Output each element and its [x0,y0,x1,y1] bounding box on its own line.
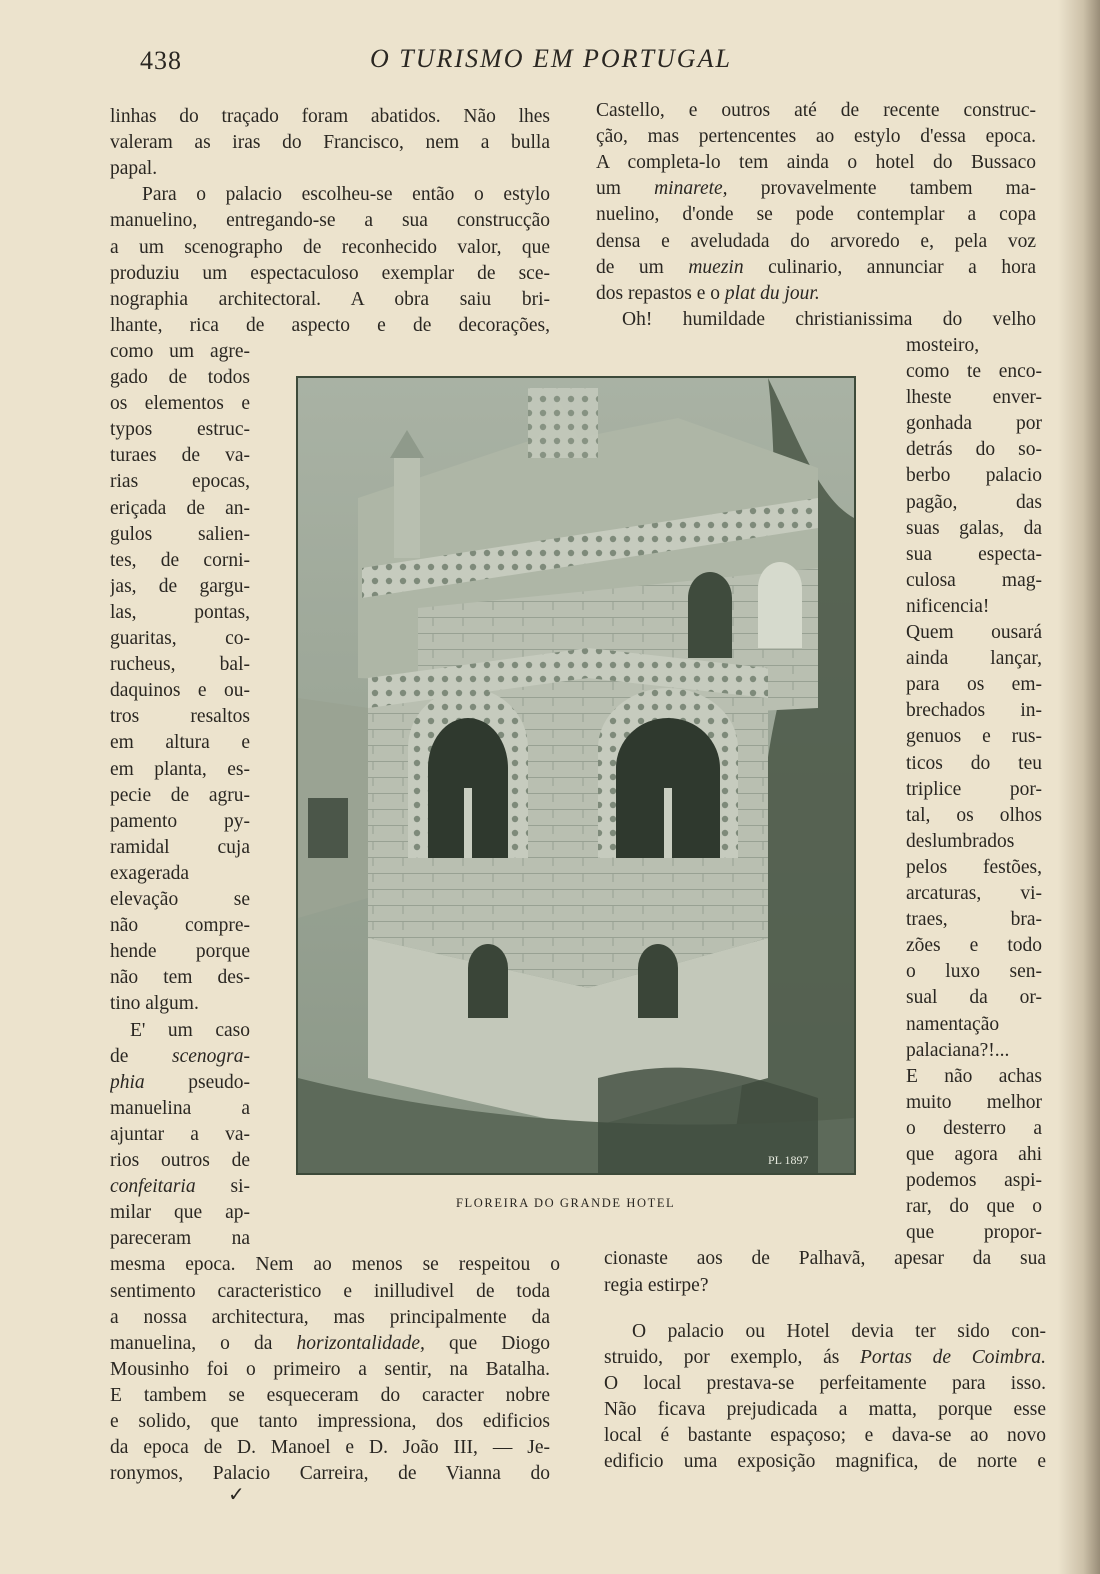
text-line: namentação [906,1013,1000,1035]
page-spine-shadow [1058,0,1100,1574]
text-line: gulos salien- [110,523,250,545]
text-line: Oh! humildade christianissima do velho [622,308,1036,330]
text-line: Mousinho foi o primeiro a sentir, na Batalha. [110,1358,550,1380]
text-line: phia pseudo- [110,1071,250,1093]
text-line: manuelina, o da horizontalidade, que Diogo [110,1332,550,1354]
text-line: regia estirpe? [604,1274,709,1296]
text-line: gado de todos [110,367,250,388]
text-line: dos repastos e o plat du jour. [596,282,820,304]
text-line: lheste enver- [906,387,1042,409]
text-line: nificencia! [906,595,990,617]
text-line: ramidal cuja [110,836,250,858]
text-line: rias epocas, [110,471,250,493]
text-line: mosteiro, [906,334,980,356]
text-line: lhante, rica de aspecto e de decorações, [110,314,550,336]
text-line: confeitaria si- [110,1176,250,1198]
text-line: produziu um espectaculoso exemplar de sce- [110,262,550,284]
text-line: densa e aveludada do arvoredo e, pela voz [596,230,1036,252]
text-line: não compre- [110,915,250,937]
text-line: Quem ousará [906,622,1042,643]
text-line: gonhada por [906,413,1042,435]
text-line: jas, de gargu- [110,575,250,597]
text-line: O local prestava-se perfeitamente para isso. [604,1372,1046,1394]
text-line: em planta, es- [110,758,250,780]
text-line: daquinos e ou- [110,680,250,702]
page-number: 438 [140,46,182,75]
text-line: ção, mas pertencentes ao estylo d'essa epoca. [596,126,1036,148]
text-line: sual da or- [906,987,1042,1009]
text-line: zões e todo [906,935,1042,957]
text-line: culosa mag- [906,569,1042,591]
text-line: elevação se [110,889,250,910]
text-line: exagerada [110,862,190,884]
text-line: rar, do que o [906,1196,1042,1218]
running-head-title: O TURISMO EM PORTUGAL [370,44,732,73]
text-line: las, pontas, [110,601,250,623]
text-line: triplice por- [906,778,1042,800]
text-line: muito melhor [906,1091,1042,1113]
text-line: sua especta- [906,543,1042,565]
text-line: e solido, que tanto impressiona, dos edificios [110,1411,550,1432]
text-line: de um muezin culinario, annunciar a hora [596,256,1036,278]
text-line: que propor- [906,1222,1042,1244]
text-line: brechados in- [906,700,1042,722]
text-line: rucheus, bal- [110,654,250,676]
text-line: para os em- [906,674,1042,696]
text-line: suas galas, da [906,517,1042,539]
text-line: ronymos, Palacio Carreira, de Vianna do [110,1463,550,1485]
text-line: o luxo sen- [906,961,1042,983]
text-line: podemos aspi- [906,1170,1042,1192]
text-line: Castello, e outros até de recente construc- [596,100,1036,121]
text-line: ticos do teu [906,752,1042,774]
text-line: rios outros de [110,1150,250,1171]
text-line: a nossa architectura, mas principalmente da [110,1306,550,1328]
text-line: da epoca de D. Manoel e D. João III, — Je- [110,1437,550,1459]
text-line: tes, de corni- [110,549,250,571]
ink-mark: ✓ [228,1484,245,1506]
text-line: Para o palacio escolheu-se então o estylo [142,184,550,206]
text-line: hende porque [110,941,250,963]
text-line: papal. [110,158,158,180]
text-line: E não achas [906,1065,1042,1087]
text-line: a um scenographo de reconhecido valor, que [110,236,550,258]
text-line: pamento py- [110,810,250,832]
text-line: genuos e rus- [906,726,1042,748]
text-line: A completa-lo tem ainda o hotel do Bussaco [596,152,1036,174]
text-line: linhas do traçado foram abatidos. Não lhes [110,106,550,127]
text-line: E tambem se esqueceram do caracter nobre [110,1384,550,1406]
text-line: guaritas, co- [110,628,250,649]
text-line: de scenogra- [110,1045,250,1067]
text-line: eriçada de an- [110,497,250,519]
text-line: pagão, das [906,491,1042,513]
text-line: manuelino, entregando-se a sua construcção [110,210,550,232]
text-line: arcaturas, vi- [906,883,1042,904]
text-line: tino algum. [110,993,199,1015]
text-line: o desterro a [906,1117,1042,1139]
text-line: sentimento caracteristico e inilludivel de toda [110,1280,550,1302]
text-line: não tem des- [110,967,250,989]
text-line: detrás do so- [906,439,1042,461]
text-line: berbo palacio [906,465,1042,487]
text-line: em altura e [110,732,250,754]
text-line: milar que ap- [110,1202,250,1224]
text-line: deslumbrados [906,830,1015,852]
text-line: Não ficava prejudicada a matta, porque esse [604,1398,1046,1420]
text-line: local é bastante espaçoso; e dava-se ao novo [604,1425,1046,1446]
text-line: struido, por exemplo, ás Portas de Coimbra. [604,1346,1046,1368]
text-line: manuelina a [110,1097,250,1119]
text-line: pelos festões, [906,856,1042,878]
figure-caption: FLOREIRA DO GRANDE HOTEL [456,1196,676,1210]
text-line: traes, bra- [906,909,1042,931]
text-line: E' um caso [130,1019,250,1041]
text-line: um minarete, provavelmente tambem ma- [596,178,1036,200]
text-line: que agora ahi [906,1144,1042,1165]
text-line: como te enco- [906,361,1042,382]
text-line: tros resaltos [110,706,250,728]
text-line: pareceram na [110,1228,250,1250]
text-line: como um agre- [110,340,250,362]
text-line: palaciana?!... [906,1039,1010,1061]
text-line: edificio uma exposição magnifica, de norte e [604,1451,1046,1473]
text-line: turaes de va- [110,445,250,467]
text-line: tal, os olhos [906,804,1042,826]
text-line: nographia architectoral. A obra saiu bri- [110,288,550,310]
text-line: typos estruc- [110,419,250,441]
text-line: os elementos e [110,393,250,415]
text-line: nuelino, d'onde se pode contemplar a copa [596,204,1036,226]
palace-photo-illustration [298,378,854,1173]
text-line: ajuntar a va- [110,1123,250,1145]
text-line: O palacio ou Hotel devia ter sido con- [632,1320,1046,1342]
text-line: ainda lançar, [906,648,1042,670]
text-line: valeram as iras do Francisco, nem a bulla [110,132,550,154]
photo-signature: PL 1897 [768,1153,809,1167]
text-line: cionaste aos de Palhavã, apesar da sua [604,1248,1046,1270]
text-line: mesma epoca. Nem ao menos se respeitou o [110,1254,560,1276]
text-line: pecie de agru- [110,784,250,806]
photo-palace-floreira [296,376,856,1175]
